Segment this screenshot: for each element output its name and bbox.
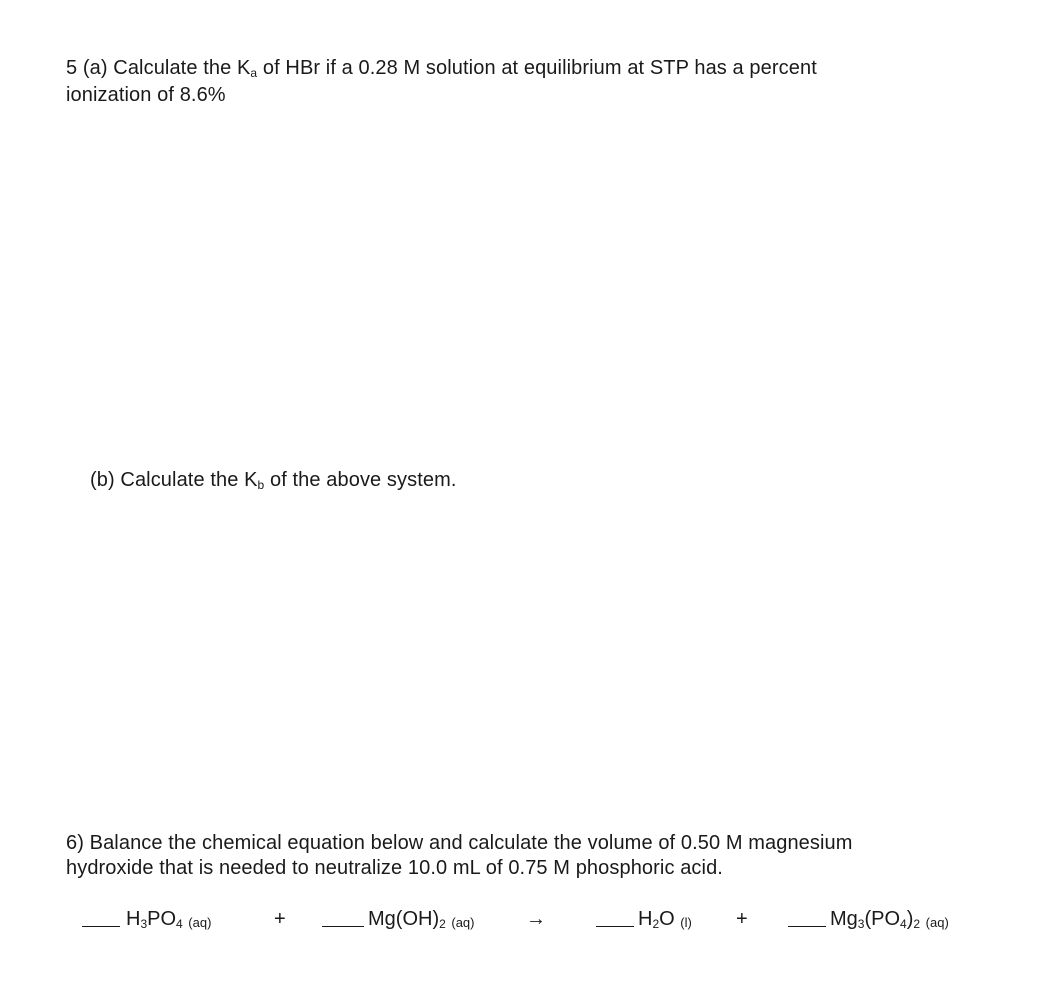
mgoh2-state: (aq) <box>451 915 475 930</box>
reaction-arrow-icon: → <box>526 908 546 930</box>
h3po4-sub-3: 3 <box>140 917 148 931</box>
product-mg3po42 <box>830 908 949 931</box>
question-5a-text-end: of HBr if a 0.28 M solution at equilibrium at STP has a percent <box>257 57 817 79</box>
question-5a <box>66 56 817 108</box>
plus-sign-1: + <box>274 908 286 930</box>
reactant-mgoh2 <box>368 908 474 931</box>
h3po4-h: H <box>126 908 141 930</box>
question-5a-line2: ionization of 8.6% <box>66 84 226 106</box>
h2o-state: (l) <box>680 915 692 930</box>
question-6-line1: 6) Balance the chemical equation below and calculate the volume of 0.50 M magnesium <box>66 832 853 854</box>
question-5a-line1 <box>66 56 817 83</box>
mg3po42-po: (PO <box>864 908 901 930</box>
coefficient-blank-mg3po42 <box>788 926 826 927</box>
question-6 <box>66 831 853 881</box>
question-5a-text-start: 5 (a) Calculate the K <box>66 57 251 79</box>
chemical-equation <box>82 906 982 936</box>
coefficient-blank-h3po4 <box>82 926 120 927</box>
h2o-o: O <box>659 908 675 930</box>
reactant-h3po4 <box>126 908 211 931</box>
question-5b <box>90 468 457 495</box>
question-5b-text-end: of the above system. <box>264 469 457 491</box>
plus-sign-2: + <box>736 908 748 930</box>
h2o-h: H <box>638 908 653 930</box>
mg3po42-sub-2: 2 <box>913 917 921 931</box>
mg3po42-paren: ) <box>906 908 914 930</box>
product-h2o <box>638 908 692 931</box>
ka-subscript: a <box>250 66 258 80</box>
question-5b-text-start: (b) Calculate the K <box>90 469 258 491</box>
question-6-line2: hydroxide that is needed to neutralize 10.0 mL of 0.75 M phosphoric acid. <box>66 857 723 879</box>
coefficient-blank-h2o <box>596 926 634 927</box>
mg3po42-sub-4: 4 <box>900 917 907 931</box>
kb-subscript: b <box>257 478 265 492</box>
mg3po42-state: (aq) <box>925 915 949 930</box>
mg3po42-mg: Mg <box>830 908 858 930</box>
mgoh2-sub-2: 2 <box>439 917 446 931</box>
h3po4-state: (aq) <box>188 915 212 930</box>
mgoh2-formula: Mg(OH) <box>368 908 440 930</box>
h3po4-po: PO <box>147 908 177 930</box>
coefficient-blank-mgoh2 <box>322 926 364 927</box>
mg3po42-sub-3: 3 <box>857 917 865 931</box>
h3po4-sub-4: 4 <box>176 917 183 931</box>
h2o-sub-2: 2 <box>652 917 660 931</box>
